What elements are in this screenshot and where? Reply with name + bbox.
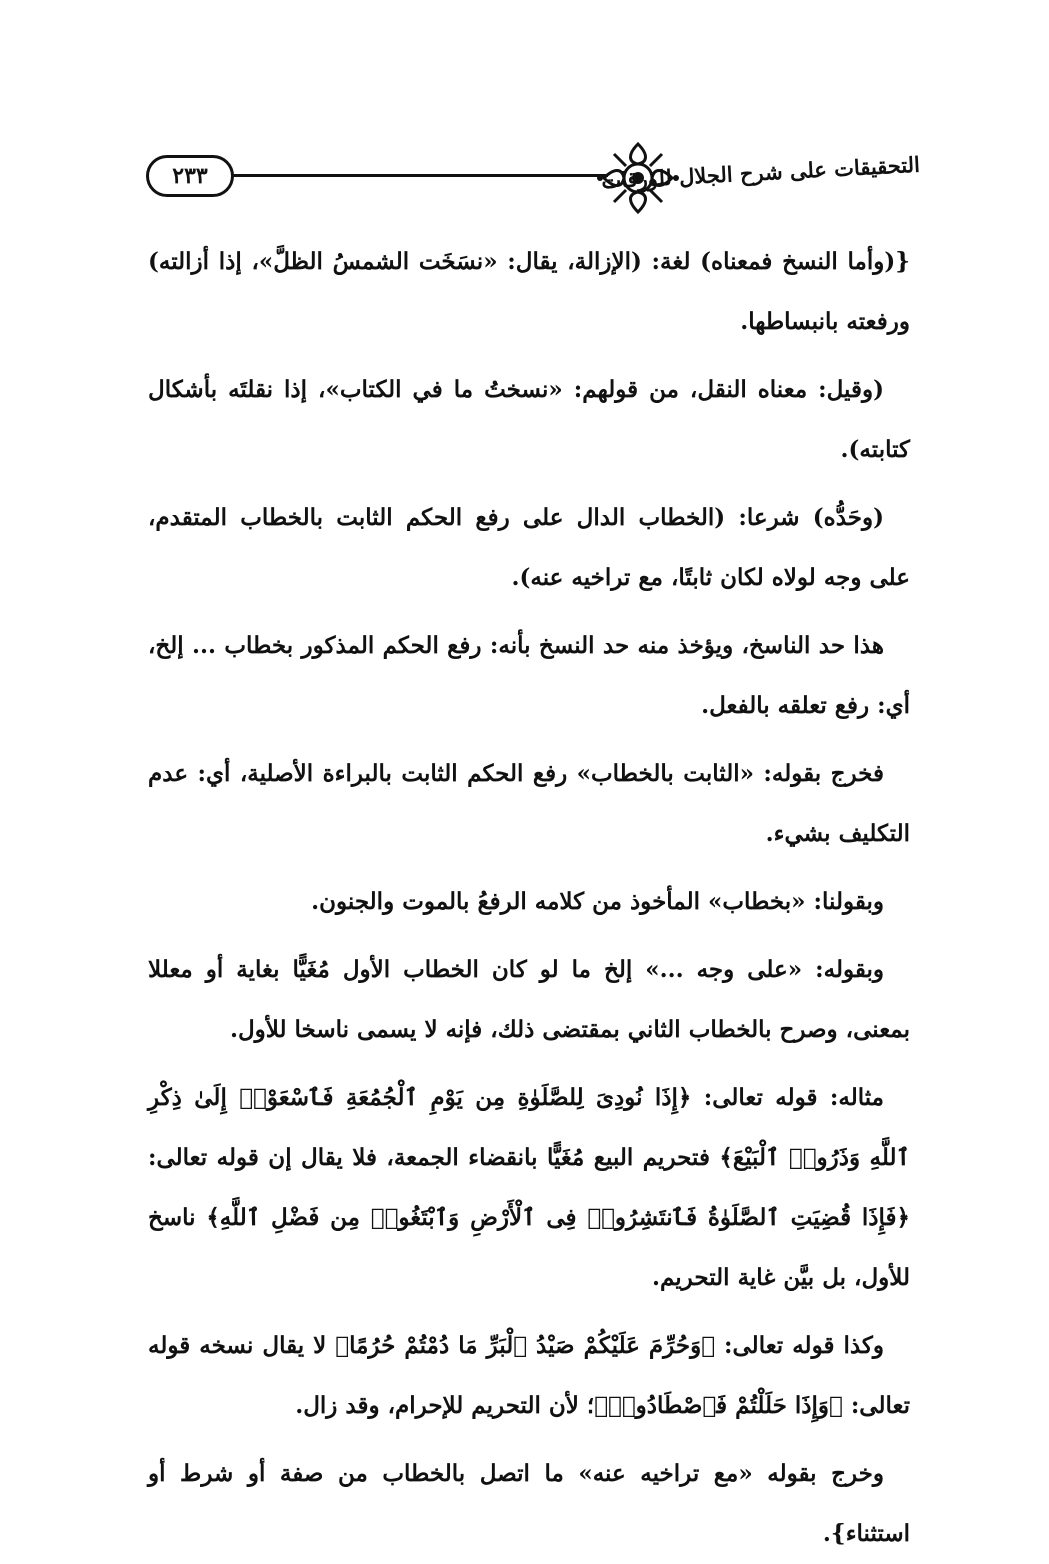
page-number-badge <box>146 155 234 197</box>
paragraph-exclusion-3: وبقوله: «على وجه ...» إلخ ما لو كان الخطاب الأول مُغَيًّا بغاية أو معللا بمعنى، وصرح بالخطاب الثاني بمقتضى ذلك، فإنه لا يسمى ناسخا للأول. <box>148 956 910 1043</box>
paragraph-exclusion-1: فخرج بقوله: «الثابت بالخطاب» رفع الحكم الثابت بالبراءة الأصلية، أي: عدم التكليف بشيء. <box>148 760 910 847</box>
page-header <box>0 0 1049 240</box>
paragraph-naskh-linguistic: {(وأما النسخ فمعناه) لغة: (الإزالة، يقال: «نسَخَت الشمسُ الظلَّ»، إذا أزالته) ورفعته بانبساطها. <box>148 248 910 335</box>
paragraph-definition: (وحَدُّه) شرعا: (الخطاب الدال على رفع الحكم الثابت بالخطاب المتقدم، على وجه لولاه لكان ثابتًا، مع تراخيه عنه). <box>148 504 910 591</box>
page-number: ٢٣٣ <box>172 163 208 189</box>
paragraph-exclusion-4: وخرج بقوله «مع تراخيه عنه» ما اتصل بالخطاب من صفة أو شرط أو استثناء}. <box>148 1460 910 1547</box>
header-rule <box>232 174 608 177</box>
paragraph-nasikh: هذا حد الناسخ، ويؤخذ منه حد النسخ بأنه: رفع الحكم المذكور بخطاب ... إلخ، أي: رفع تعلقه بالفعل. <box>148 632 910 719</box>
paragraph-example-ihram: وكذا قوله تعالى: ﴿وَحُرِّمَ عَلَيْكُمْ صَيْدُ ٱلْبَرِّ مَا دُمْتُمْ حُرُمًا﴾ لا يقال نسخه قوله تعالى: ﴿وَإِذَا حَلَلْتُمْ فَٱصْطَادُوا۟﴾؛ لأن التحريم للإحرام، وقد زال. <box>148 1332 910 1419</box>
running-title: التحقيقات على شرح الجلال للورقات <box>600 151 921 194</box>
paragraph-example-jumuah: مثاله: قوله تعالى: ﴿إِذَا نُودِىَ لِلصَّلَوٰةِ مِن يَوْمِ ٱلْجُمُعَةِ فَٱسْعَوْا۟ إِلَىٰ ذِكْرِ ٱللَّهِ وَذَرُوا۟ ٱلْبَيْعَ﴾ فتحريم البيع مُغَيًّا بانقضاء الجمعة، فلا يقال إن قوله تعالى: ﴿فَإِذَا قُضِيَتِ ٱلصَّلَوٰةُ فَٱنتَشِرُوا۟ فِى ٱلْأَرْضِ وَٱبْتَغُوا۟ مِن فَضْلِ ٱللَّهِ﴾ ناسخ للأول، بل بيَّن غاية التحريم. <box>148 1084 910 1291</box>
paragraph-exclusion-2: وبقولنا: «بخطاب» المأخوذ من كلامه الرفعُ بالموت والجنون. <box>311 888 884 915</box>
paragraph-naql: (وقيل: معناه النقل، من قولهم: «نسختُ ما في الكتاب»، إذا نقلتَه بأشكال كتابته). <box>148 376 910 463</box>
page-body <box>148 232 910 1564</box>
